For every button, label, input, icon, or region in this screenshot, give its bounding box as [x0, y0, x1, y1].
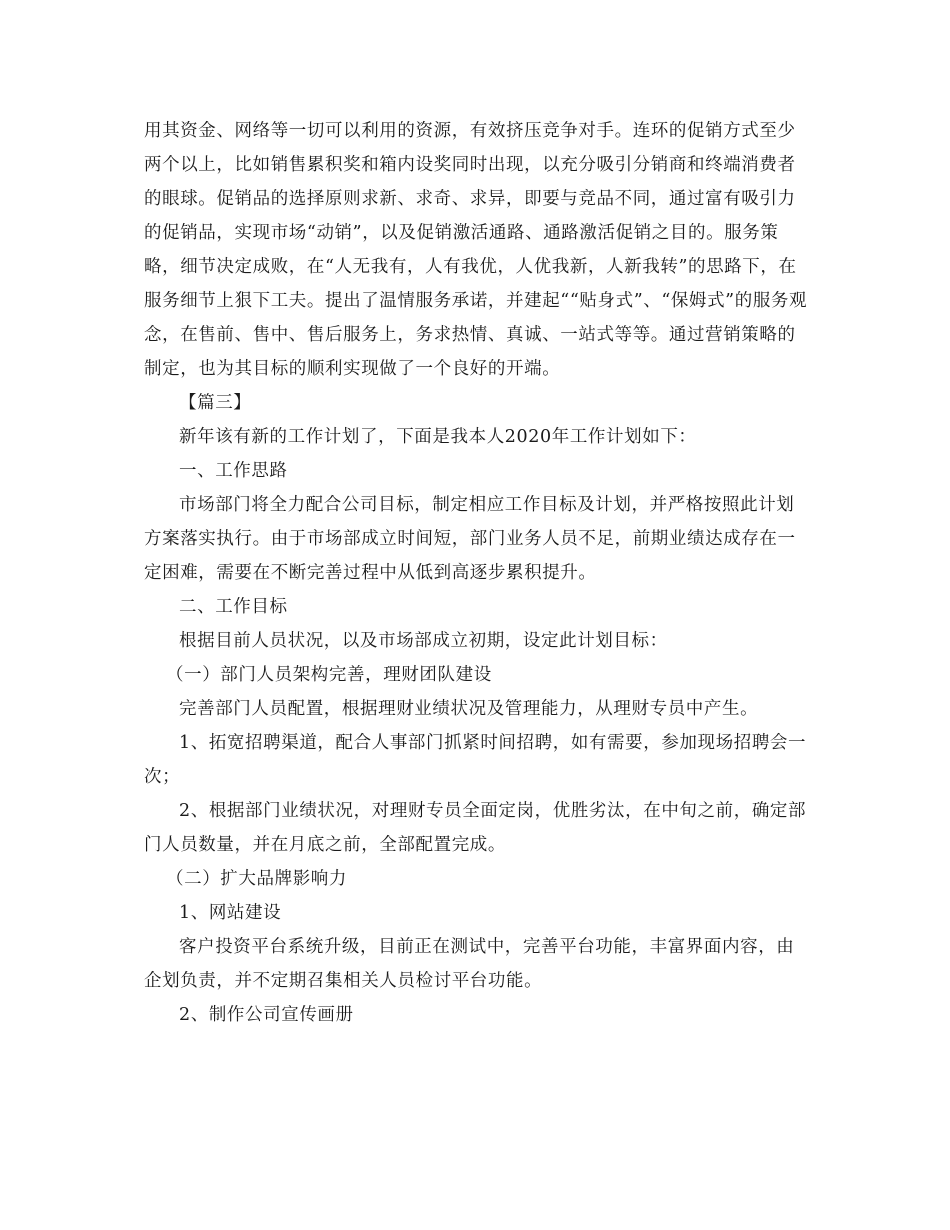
subheading-brand-influence: （二）扩大品牌影响力	[166, 869, 347, 889]
paragraph-promotion-strategy: 用其资金、网络等一切可以利用的资源，有效挤压竞争对手。连环的促销方式至少两个以上，比如销售累积奖和箱内设奖同时出现，以充分吸引分销商和终端消费者的眼球。促销品的选择原则求新、求奇、求异，即要与竞品不同，通过富有吸引力的促销品，实现市场“动销”，以及促销激活通路、通路激活促销之目的。服务策略，细节决定成败，在“人无我有，人有我优，人优我新，人新我转”的思路下，在服务细节上狠下工夫。提出了温情服务承诺，并建起““贴身式”、“保姆式”的服务观念，在售前、售中、售后服务上，务求热情、真诚、一站式等等。通过营销策略的制定，也为其目标的顺利实现做了一个良好的开端。	[144, 121, 808, 379]
heading-work-approach: 一、工作思路	[179, 461, 288, 481]
heading-work-goals: 二、工作目标	[179, 597, 288, 617]
paragraph-work-approach: 市场部门将全力配合公司目标，制定相应工作目标及计划，并严格按照此计划方案落实执行。由于市场部成立时间短，部门业务人员不足，前期业绩达成存在一定困难，需要在不断完善过程中从低到高逐步累积提升。	[144, 495, 796, 583]
document-body	[144, 114, 808, 1032]
subheading-team-building: （一）部门人员架构完善，理财团队建设	[166, 665, 492, 685]
list-item-recruitment: 1、拓宽招聘渠道，配合人事部门抓紧时间招聘，如有需要，参加现场招聘会一次；	[144, 733, 807, 787]
section-heading-part-three: 【篇三】	[179, 393, 252, 413]
list-item-website: 1、网站建设	[179, 903, 282, 923]
paragraph-platform-upgrade: 客户投资平台系统升级，目前正在测试中，完善平台功能，丰富界面内容，由企划负责，并不定期召集相关人员检讨平台功能。	[144, 937, 795, 991]
list-item-brochure: 2、制作公司宣传画册	[179, 1005, 354, 1025]
paragraph-intro: 新年该有新的工作计划了，下面是我本人2020年工作计划如下：	[179, 427, 697, 447]
list-item-positioning: 2、根据部门业绩状况，对理财专员全面定岗，优胜劣汰，在中旬之前，确定部门人员数量，并在月底之前，全部配置完成。	[144, 801, 807, 855]
paragraph-staffing: 完善部门人员配置，根据理财业绩状况及管理能力，从理财专员中产生。	[179, 699, 759, 719]
paragraph-goals-intro: 根据目前人员状况，以及市场部成立初期，设定此计划目标：	[179, 631, 668, 651]
